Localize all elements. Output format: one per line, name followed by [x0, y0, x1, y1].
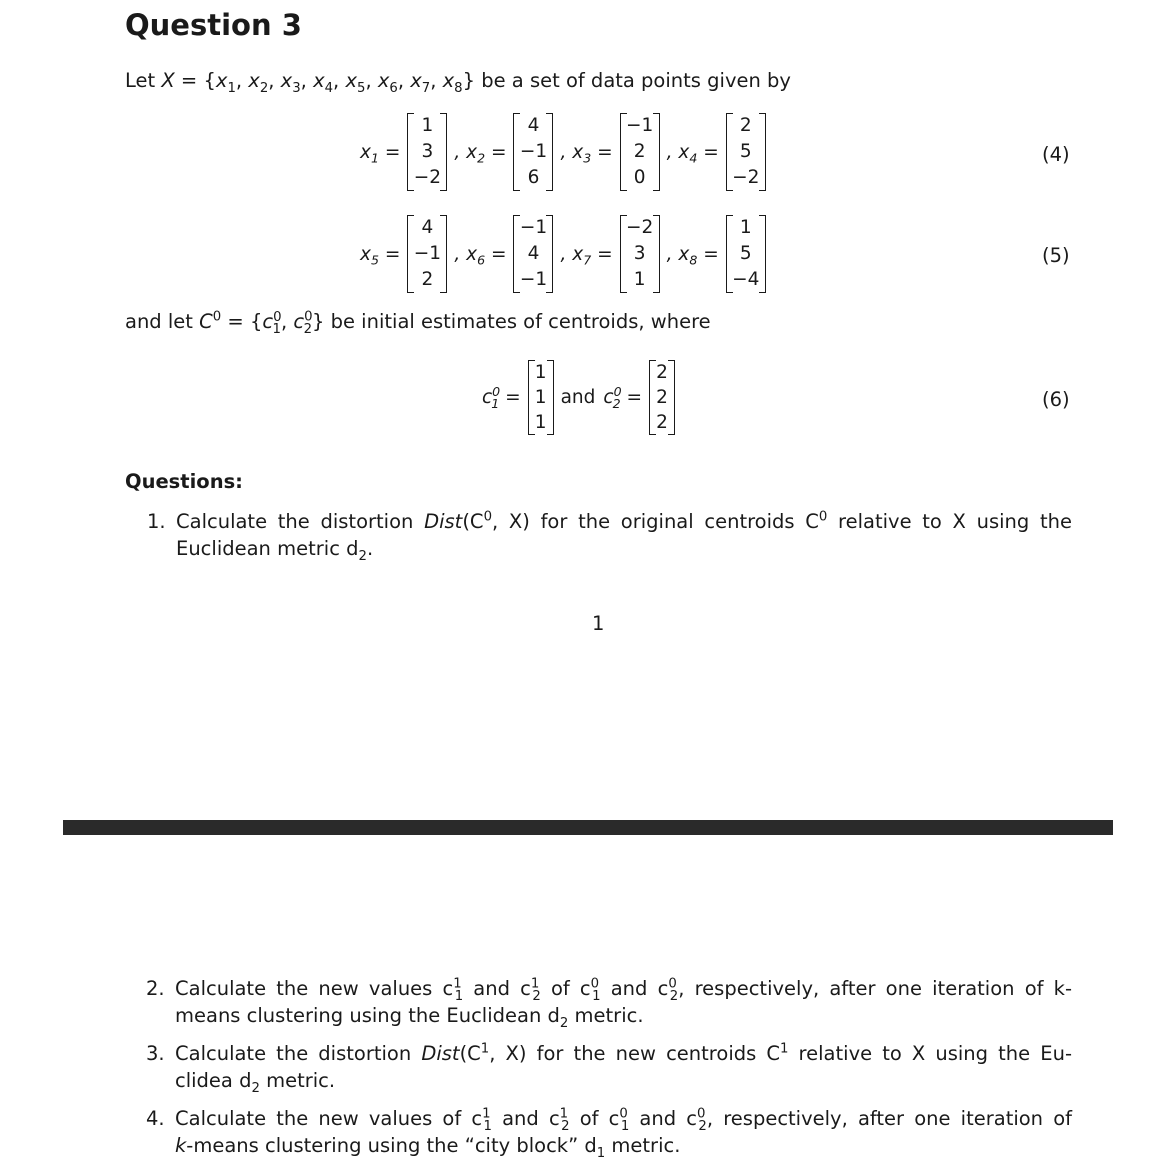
- cell: 2: [739, 115, 752, 136]
- vector-x6: [513, 215, 553, 293]
- equation-number-6: (6): [1042, 388, 1070, 411]
- cell: 5: [739, 141, 752, 162]
- cell: 6: [527, 167, 540, 188]
- cell: −1: [519, 217, 548, 238]
- cell: 1: [633, 269, 646, 290]
- cell: −2: [732, 167, 760, 188]
- cell: 3: [421, 141, 434, 162]
- cell: 1: [534, 362, 547, 383]
- question-item-4: [146, 1105, 1072, 1161]
- cell: 1: [421, 115, 434, 136]
- label-x8: , $x_8$ =: [666, 243, 719, 268]
- vector-x1: [407, 113, 447, 191]
- cell: 2: [656, 362, 668, 383]
- label-x3: , $x_3$ =: [560, 141, 613, 166]
- label-x6: , $x_6$ =: [454, 243, 507, 268]
- question-number: 2.: [146, 977, 165, 1000]
- question-line: Calculate the new values $c^1_1$ and $c^1_2$ of $c^0_1$ and $c^0_2$, respectively, after one iteration of k-: [175, 976, 1073, 1004]
- page-divider: [63, 820, 1113, 835]
- cell: 1: [739, 217, 752, 238]
- label-x7: , $x_7$ =: [560, 243, 613, 268]
- intro-suffix: be a set of data points given by: [481, 69, 791, 92]
- centroid-line: and let $C^0 = \{c^0_1$, $c^0_2$} be initial estimates of centroids, where: [125, 309, 711, 337]
- question-line: Calculate the new values of $c^1_1$ and $c^1_2$ of $c^0_1$ and $c^0_2$, respectively, after one iteration of: [175, 1106, 1072, 1134]
- and-word: and: [560, 387, 596, 408]
- label-x1: $x_1$ =: [360, 141, 401, 166]
- equation-4: [356, 113, 769, 191]
- question-number: 3.: [146, 1042, 165, 1065]
- vector-x7: [620, 215, 660, 293]
- cell: 5: [739, 243, 752, 264]
- label-c2: $c^0_2$ =: [603, 383, 642, 411]
- question-item-2: [146, 975, 1073, 1031]
- intro-prefix: Let: [125, 69, 156, 92]
- cell: 3: [633, 243, 646, 264]
- question-line: means clustering using the Euclidean $d_2$ metric.: [175, 1004, 644, 1031]
- page-number: 1: [592, 612, 605, 635]
- equation-number-4: (4): [1042, 143, 1070, 166]
- centroid-suffix: be initial estimates of centroids, where: [330, 310, 711, 333]
- centroid-prefix: and let: [125, 310, 193, 333]
- question-number: 4.: [146, 1107, 165, 1130]
- vector-x5: [407, 215, 447, 293]
- equation-number-5: (5): [1042, 244, 1070, 267]
- cell: −1: [625, 115, 654, 136]
- label-x5: $x_5$ =: [360, 243, 401, 268]
- equation-5: [356, 215, 769, 293]
- cell: −1: [413, 243, 441, 264]
- label-x4: , $x_4$ =: [666, 141, 719, 166]
- cell: 2: [421, 269, 434, 290]
- vector-x3: [620, 113, 660, 191]
- label-c1: $c^0_1$ =: [482, 383, 521, 411]
- question-title: Question 3: [125, 8, 302, 42]
- cell: 1: [534, 387, 547, 408]
- cell: 1: [534, 412, 547, 433]
- question-item-1: [147, 508, 1072, 564]
- vector-c2: [649, 360, 675, 435]
- cell: −1: [519, 269, 548, 290]
- cell: −4: [732, 269, 760, 290]
- question-number: 1.: [147, 510, 166, 533]
- vector-c1: [528, 360, 554, 435]
- question-line: Calculate the distortion $Dist(C^1$, X) for the new centroids $C^1$ relative to X using the Eu-: [175, 1041, 1072, 1065]
- cell: −2: [625, 217, 654, 238]
- question-line: Calculate the distortion $Dist(C^0$, X) for the original centroids $C^0$ relative to X using the: [176, 509, 1072, 533]
- question-line: Euclidean metric $d_2$.: [176, 537, 374, 564]
- cell: 2: [656, 412, 668, 433]
- cell: 4: [527, 115, 540, 136]
- cell: 4: [421, 217, 434, 238]
- vector-x4: [726, 113, 766, 191]
- vector-x2: [513, 113, 553, 191]
- cell: 4: [527, 243, 540, 264]
- set-X: X: [161, 69, 175, 92]
- vector-x8: [726, 215, 766, 293]
- cell: 2: [656, 387, 668, 408]
- question-line: k-means clustering using the “city block” $d_1$ metric.: [175, 1134, 681, 1161]
- cell: −2: [413, 167, 441, 188]
- question-line: clidea $d_2$ metric.: [175, 1069, 336, 1096]
- cell: 0: [633, 167, 646, 188]
- equation-6: [478, 360, 678, 435]
- cell: −1: [519, 141, 548, 162]
- intro-line: Let $X = \{x_1$, $x_2$, $x_3$, $x_4$, $x_5$, $x_6$, $x_7$, $x_8$} be a set of data points given by: [125, 69, 791, 96]
- question-item-3: [146, 1040, 1072, 1096]
- label-x2: , $x_2$ =: [454, 141, 507, 166]
- cell: 2: [633, 141, 646, 162]
- questions-heading: Questions:: [125, 470, 243, 493]
